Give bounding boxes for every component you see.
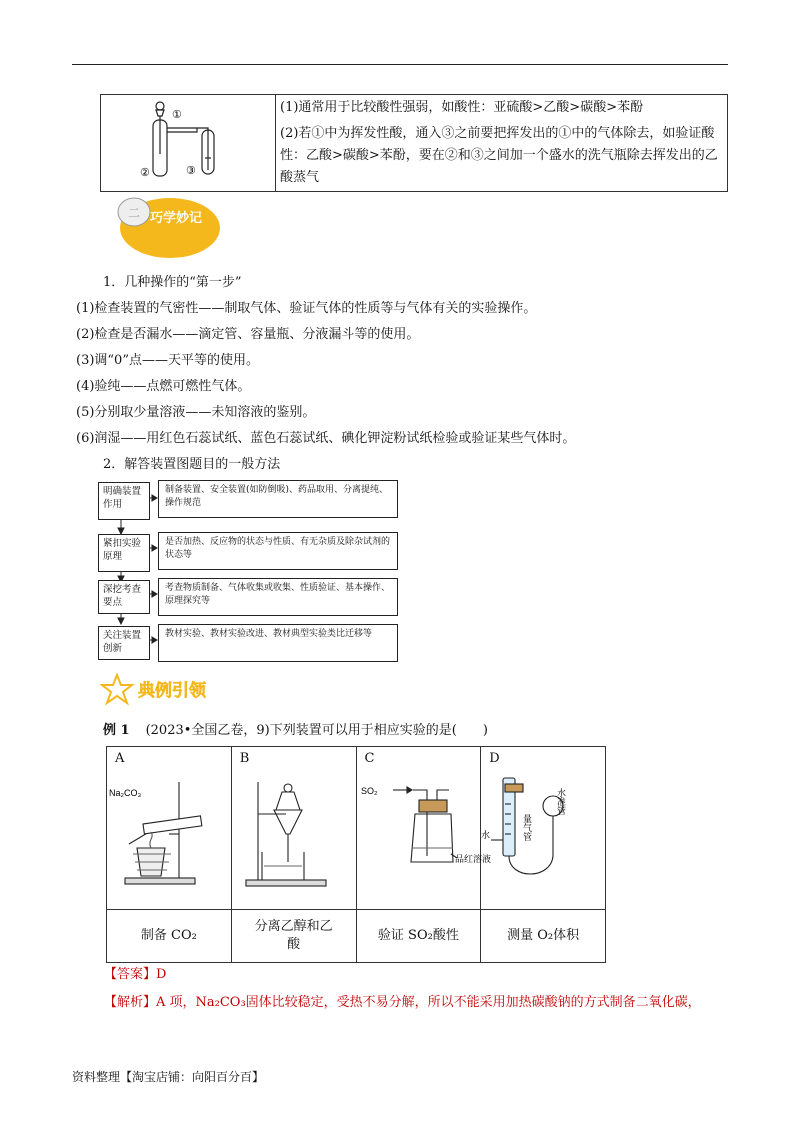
example-badge: [100, 672, 240, 708]
example-badge-text: 典例引领: [138, 681, 206, 701]
flowchart: [96, 480, 396, 660]
label-2: ②: [140, 166, 150, 179]
footer: 资料整理【淘宝店铺：向阳百分百】: [72, 1070, 265, 1084]
list-item: (3)调“0”点——天平等的使用。: [76, 353, 259, 368]
star-icon: [102, 675, 132, 703]
list-heading-2: 2．解答装置图题目的一般方法: [103, 457, 281, 472]
option-b-cell: [231, 747, 356, 910]
example-label: 例 1: [103, 723, 130, 738]
badge-text: 巧学妙记: [150, 211, 203, 226]
option-d-apparatus: [481, 770, 596, 890]
option-a-label-na2co3: Na₂CO₃: [109, 788, 142, 798]
flow-step-3-detail: 考查物质制备、气体收集或收集、性质验证、基本操作、原理探究等: [158, 578, 398, 616]
desc-p2: (2)若①中为挥发性酸，通入③之前要把挥发出的①中的气体除去，如验证酸性：乙酸>碳酸>苯酚，要在②和③之间加一个盛水的洗气瓶除去挥发出的乙酸蒸气: [280, 126, 718, 185]
flow-step-3-label: 深挖考查要点: [98, 580, 150, 614]
option-c-cell: [356, 747, 491, 910]
option-c-label-so2: SO₂: [360, 786, 377, 796]
flow-step-4-label: 关注装置创新: [98, 626, 150, 660]
flow-step-2-label: 紧扣实验原理: [98, 534, 150, 572]
option-d-label-gas-burette: 量气管: [522, 814, 533, 841]
description-cell: [276, 95, 728, 192]
apparatus-cell: [101, 95, 276, 192]
option-d-label-water: 水: [481, 830, 491, 840]
option-a-letter: A: [115, 751, 125, 766]
label-3: ③: [186, 164, 196, 177]
option-a-caption: 制备 CO₂: [107, 910, 232, 963]
answer: 【答案】D: [104, 967, 167, 982]
option-d-letter: D: [489, 751, 500, 766]
top-table: [100, 94, 728, 192]
list-item: (4)验纯——点燃可燃性气体。: [76, 379, 251, 394]
tips-badge: [104, 194, 234, 266]
option-d-label-leveling-tube: 水准管: [556, 788, 567, 815]
flow-step-1-detail: 制备装置、安全装置(如防倒吸)、药品取用、分离提纯、操作规范: [158, 480, 398, 518]
option-d-caption: 测量 O₂体积: [481, 910, 606, 963]
label-1: ①: [172, 108, 182, 121]
option-c-apparatus: [357, 770, 497, 890]
flow-step-4-detail: 教材实验、教材实验改进、教材典型实验类比迁移等: [158, 624, 398, 662]
list-item: (6)润湿——用红色石蕊试纸、蓝色石蕊试纸、碘化钾淀粉试纸检验或验证某些气体时。: [76, 431, 576, 446]
option-b-caption: 分离乙醇和乙酸: [231, 910, 356, 963]
option-b-apparatus: [232, 770, 342, 890]
option-c-caption: 验证 SO₂酸性: [356, 910, 481, 963]
list-item: (1)检查装置的气密性——制取气体、验证气体的性质等与气体有关的实验操作。: [76, 301, 537, 316]
badge-number: 二: [128, 206, 141, 220]
example-question: (2023•全国乙卷，9)下列装置可以用于相应实验的是( ): [145, 723, 488, 738]
example-stem: [103, 720, 488, 742]
options-table: [106, 746, 606, 963]
option-c-letter: C: [364, 751, 375, 766]
option-a-apparatus: [107, 770, 217, 890]
option-b-letter: B: [239, 751, 250, 766]
list-heading-1: 1．几种操作的“第一步”: [103, 275, 242, 290]
flow-step-1-label: 明确装置作用: [98, 482, 150, 520]
desc-p1: (1)通常用于比较酸性强弱，如酸性：亚硫酸>乙酸>碳酸>苯酚: [280, 100, 644, 115]
option-a-cell: [107, 747, 232, 910]
analysis: 【解析】A 项，Na₂CO₃固体比较稳定，受热不易分解，所以不能采用加热碳酸钠的方式制备二氧化碳，: [104, 995, 701, 1010]
list-item: (2)检查是否漏水——滴定管、容量瓶、分液漏斗等的使用。: [76, 327, 420, 342]
list-item: (5)分别取少量溶液——未知溶液的鉴别。: [76, 405, 316, 420]
option-d-cell: [481, 747, 606, 910]
option-c-label-solution: 品红溶液: [454, 854, 491, 864]
gas-generator-apparatus: [102, 96, 274, 186]
header-rule: [72, 64, 728, 65]
flow-step-2-detail: 是否加热、反应物的状态与性质、有无杂质及除杂试剂的状态等: [158, 532, 398, 570]
